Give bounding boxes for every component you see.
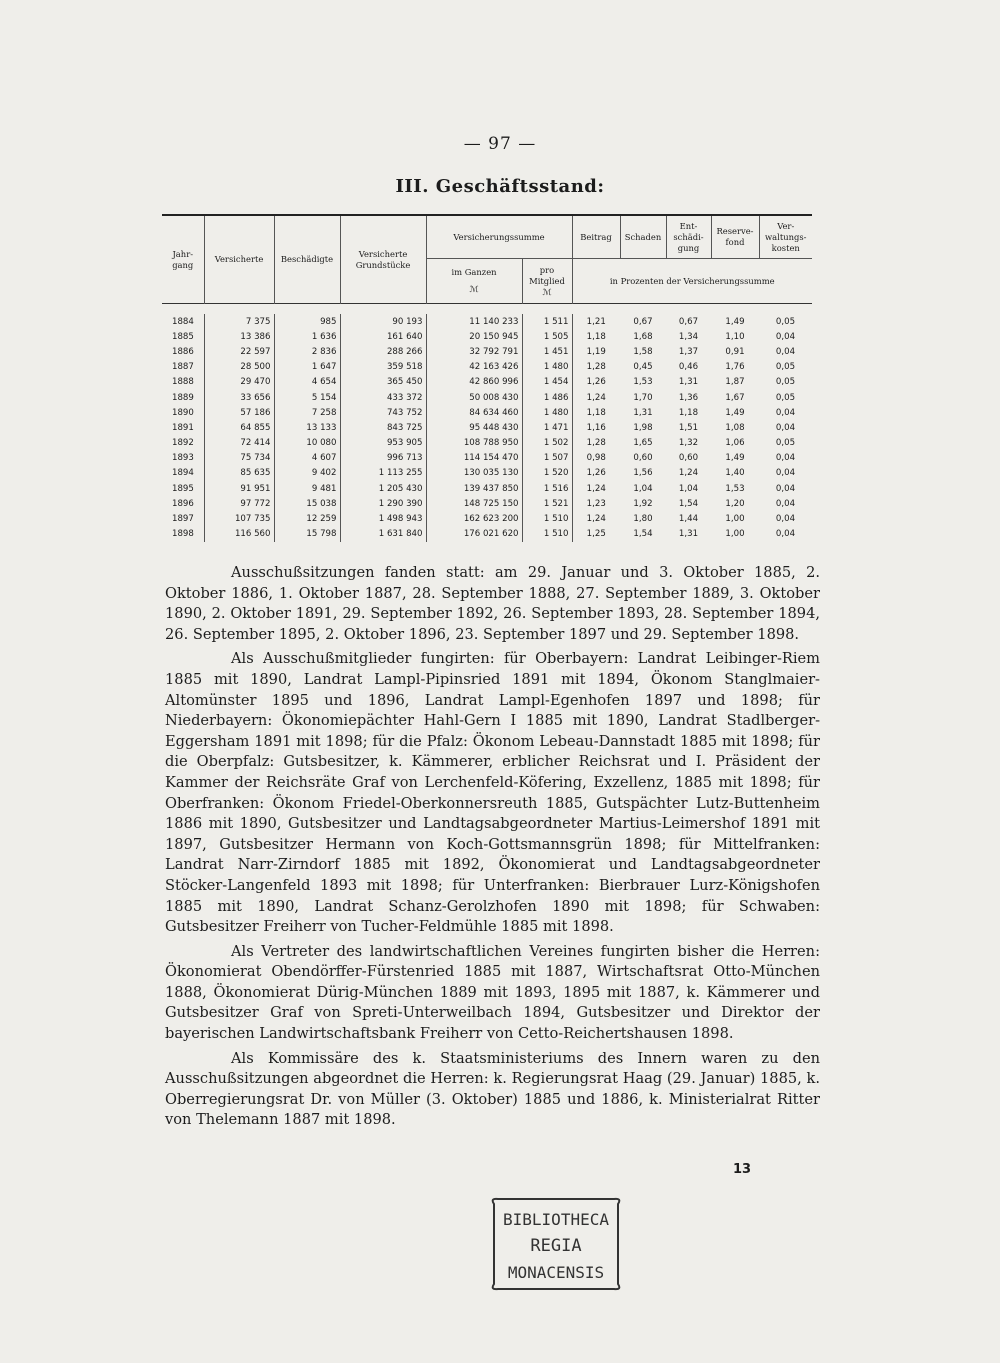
cell-beitrag: 1,26 bbox=[586, 377, 606, 388]
cell-verwaltungskosten: 0,05 bbox=[775, 377, 796, 388]
header-beschaedigte: Beschädigte bbox=[274, 215, 340, 304]
page-number: — 97 — bbox=[463, 134, 537, 154]
cell-beschaedigte: 9 481 bbox=[274, 481, 340, 496]
cell-summe-mitglied: 1 520 bbox=[522, 466, 572, 481]
cell-entschaedigung: 0,67 bbox=[678, 316, 699, 327]
cell-summe-ganzen: 42 860 996 bbox=[426, 375, 522, 390]
table-row bbox=[162, 451, 812, 466]
cell-year: 1895 bbox=[162, 481, 204, 496]
cell-reservefond: 1,67 bbox=[725, 392, 745, 403]
cell-summe-mitglied: 1 505 bbox=[522, 329, 572, 344]
cell-verwaltungskosten: 0,04 bbox=[775, 498, 796, 509]
statistics-table-container bbox=[162, 214, 812, 542]
table-row bbox=[162, 360, 812, 375]
table-row bbox=[162, 466, 812, 481]
table-row bbox=[162, 420, 812, 435]
cell-reservefond: 1,00 bbox=[725, 529, 745, 540]
cell-beitrag: 1,23 bbox=[586, 498, 606, 509]
cell-verwaltungskosten: 0,05 bbox=[775, 316, 796, 327]
cell-grundstuecke: 433 372 bbox=[340, 390, 426, 405]
cell-entschaedigung: 1,32 bbox=[678, 438, 699, 449]
table-row bbox=[162, 344, 812, 359]
cell-verwaltungskosten: 0,04 bbox=[775, 468, 796, 479]
cell-verwaltungskosten: 0,05 bbox=[775, 392, 796, 403]
cell-summe-ganzen: 11 140 233 bbox=[426, 314, 522, 329]
cell-beitrag: 1,28 bbox=[586, 362, 606, 373]
header-prozente: in Prozenten der Versicherungssumme bbox=[609, 275, 775, 286]
cell-schaden: 1,04 bbox=[633, 483, 653, 494]
cell-year: 1887 bbox=[162, 360, 204, 375]
header-pro-mitglied bbox=[522, 259, 572, 304]
header-entschaedigung: Ent-schädi-gung bbox=[666, 215, 711, 259]
table-row bbox=[162, 314, 812, 329]
cell-beitrag: 1,26 bbox=[586, 468, 606, 479]
cell-beitrag: 1,24 bbox=[586, 392, 606, 403]
cell-beschaedigte: 15 798 bbox=[274, 527, 340, 542]
cell-summe-mitglied: 1 480 bbox=[522, 405, 572, 420]
statistics-table bbox=[162, 214, 812, 542]
stamp-line-2: REGIA bbox=[530, 1236, 582, 1256]
cell-summe-mitglied: 1 454 bbox=[522, 375, 572, 390]
cell-entschaedigung: 1,24 bbox=[678, 468, 699, 479]
cell-entschaedigung: 1,31 bbox=[678, 377, 699, 388]
table-row bbox=[162, 527, 812, 542]
cell-entschaedigung: 1,34 bbox=[678, 331, 699, 342]
cell-verwaltungskosten: 0,05 bbox=[775, 438, 796, 449]
cell-grundstuecke: 1 498 943 bbox=[340, 511, 426, 526]
cell-summe-mitglied: 1 486 bbox=[522, 390, 572, 405]
cell-beitrag: 0,98 bbox=[586, 453, 606, 464]
cell-grundstuecke: 743 752 bbox=[340, 405, 426, 420]
table-spacer-row bbox=[162, 304, 812, 315]
cell-summe-mitglied: 1 507 bbox=[522, 451, 572, 466]
cell-grundstuecke: 1 205 430 bbox=[340, 481, 426, 496]
header-versicherte: Versicherte bbox=[204, 215, 274, 304]
cell-year: 1898 bbox=[162, 527, 204, 542]
cell-entschaedigung: 1,44 bbox=[678, 514, 699, 525]
cell-beschaedigte: 4 654 bbox=[274, 375, 340, 390]
cell-schaden: 1,98 bbox=[633, 422, 653, 433]
library-stamp bbox=[488, 1196, 624, 1292]
cell-summe-mitglied: 1 480 bbox=[522, 360, 572, 375]
paragraph-ausschussmitglieder: Als Ausschußmitglieder fungirten: für Oberbayern: Landrat Leibinger-Riem 1885 mit 1890, Landrat Lampl-Pipinsried 1891 mit 1894, Ökonom Stanglmaier-Altomünster 1895 und 1896, Landrat Lampl-Egenhofen 1897 und 1898; für Niederbayern: Ökonomiepächter Hahl-Gern I 1885 mit 1890, Landrat Stadlberger-Eggersham 1891 mit 1898; für die Pfalz: Ökonom Lebeau-Dannstadt 1885 mit 1898; für die Oberpfalz: Gutsbesitzer, k. Kämmerer, erblicher Reichsrat und I. Präsident der Kammer der Reichsräte Graf von Lerchenfeld-Köfering, Exzellenz, 1885 mit 1898; für Oberfranken: Ökonom Friedel-Oberkonnersreuth 1885, Gutspächter Lutz-Buttenheim 1886 mit 1890, Gutsbesitzer und Landtagsabgeordneter Martius-Leimershof 1891 mit 1897, Gutsbesitzer Hermann von Koch-Gottsmannsgrün 1898; für Mittelfranken: Landrat Narr-Zirndorf 1885 mit 1892, Ökonomierat und Landtagsabgeordneter Stöcker-Langenfeld 1893 mit 1898; für Unterfranken: Bierbrauer Lurz-Königshofen 1885 mit 1890, Landrat Schanz-Gerolzhofen 1890 mit 1898; für Schwaben: Gutsbesitzer Freiherr von Tucher-Feldmühle 1885 mit 1898. bbox=[165, 650, 820, 936]
cell-summe-mitglied: 1 521 bbox=[522, 496, 572, 511]
cell-beschaedigte: 1 636 bbox=[274, 329, 340, 344]
cell-summe-mitglied: 1 511 bbox=[522, 314, 572, 329]
cell-verwaltungskosten: 0,04 bbox=[775, 407, 796, 418]
cell-beitrag: 1,24 bbox=[586, 483, 606, 494]
sheet-number: 13 bbox=[733, 1162, 752, 1177]
cell-year: 1891 bbox=[162, 420, 204, 435]
cell-versicherte: 75 734 bbox=[204, 451, 274, 466]
cell-entschaedigung: 0,46 bbox=[678, 362, 699, 373]
table-row bbox=[162, 496, 812, 511]
stamp-line-1: BIBLIOTHECA bbox=[503, 1210, 609, 1229]
cell-beschaedigte: 1 647 bbox=[274, 360, 340, 375]
paragraph-kommissaere: Als Kommissäre des k. Staatsministeriums des Innern waren zu den Ausschußsitzungen abgeordnet die Herren: k. Regierungsrat Haag (29. Januar) 1885, k. Oberregierungsrat Dr. von Müller (3. Oktober) 1885 und 1886, k. Ministerialrat Ritter von Thelemann 1887 mit 1898. bbox=[165, 1049, 820, 1129]
cell-summe-ganzen: 32 792 791 bbox=[426, 344, 522, 359]
cell-beitrag: 1,19 bbox=[586, 346, 606, 357]
cell-versicherte: 72 414 bbox=[204, 436, 274, 451]
cell-year: 1897 bbox=[162, 511, 204, 526]
header-reservefond: Reserve-fond bbox=[711, 215, 759, 259]
cell-year: 1892 bbox=[162, 436, 204, 451]
cell-year: 1888 bbox=[162, 375, 204, 390]
cell-beitrag: 1,28 bbox=[586, 438, 606, 449]
cell-schaden: 1,53 bbox=[633, 377, 653, 388]
cell-reservefond: 1,20 bbox=[725, 498, 745, 509]
cell-verwaltungskosten: 0,05 bbox=[775, 362, 796, 373]
cell-beitrag: 1,25 bbox=[586, 529, 606, 540]
cell-schaden: 1,80 bbox=[633, 514, 653, 525]
header-versicherungssumme: Versicherungssumme bbox=[426, 215, 572, 259]
cell-beschaedigte: 12 259 bbox=[274, 511, 340, 526]
cell-year: 1896 bbox=[162, 496, 204, 511]
cell-summe-mitglied: 1 451 bbox=[522, 344, 572, 359]
cell-beschaedigte: 10 080 bbox=[274, 436, 340, 451]
cell-beitrag: 1,24 bbox=[586, 514, 606, 525]
table-row bbox=[162, 329, 812, 344]
cell-versicherte: 97 772 bbox=[204, 496, 274, 511]
header-grundstuecke: Versicherte Grundstücke bbox=[340, 215, 426, 304]
cell-summe-ganzen: 148 725 150 bbox=[426, 496, 522, 511]
cell-reservefond: 1,00 bbox=[725, 514, 745, 525]
cell-schaden: 0,60 bbox=[633, 453, 653, 464]
cell-grundstuecke: 365 450 bbox=[340, 375, 426, 390]
cell-summe-ganzen: 20 150 945 bbox=[426, 329, 522, 344]
library-stamp-graphic bbox=[488, 1196, 624, 1292]
table-header bbox=[162, 215, 812, 304]
cell-grundstuecke: 1 631 840 bbox=[340, 527, 426, 542]
cell-schaden: 1,92 bbox=[633, 498, 653, 509]
cell-versicherte: 57 186 bbox=[204, 405, 274, 420]
cell-entschaedigung: 1,31 bbox=[678, 529, 699, 540]
body-text bbox=[165, 563, 820, 1135]
table-row bbox=[162, 511, 812, 526]
cell-beschaedigte: 5 154 bbox=[274, 390, 340, 405]
table-row bbox=[162, 405, 812, 420]
cell-entschaedigung: 1,51 bbox=[678, 422, 699, 433]
cell-reservefond: 1,76 bbox=[725, 362, 745, 373]
cell-verwaltungskosten: 0,04 bbox=[775, 483, 796, 494]
table-row bbox=[162, 390, 812, 405]
cell-schaden: 1,31 bbox=[633, 407, 653, 418]
section-title: III. Geschäftsstand: bbox=[395, 176, 605, 197]
cell-versicherte: 13 386 bbox=[204, 329, 274, 344]
cell-beitrag: 1,18 bbox=[586, 331, 606, 342]
cell-reservefond: 1,08 bbox=[725, 422, 745, 433]
paragraph-ausschusssitzungen: Ausschußsitzungen fanden statt: am 29. Januar und 3. Oktober 1885, 2. Oktober 1886, 1. Oktober 1887, 28. September 1888, 27. September 1889, 3. Oktober 1890, 2. Oktober 1891, 29. September 1892, 26. September 1893, 28. September 1894, 26. September 1895, 2. Oktober 1896, 23. September 1897 und 29. September 1898. bbox=[165, 564, 820, 643]
cell-reservefond: 1,53 bbox=[725, 483, 745, 494]
cell-verwaltungskosten: 0,04 bbox=[775, 346, 796, 357]
cell-beschaedigte: 13 133 bbox=[274, 420, 340, 435]
cell-versicherte: 28 500 bbox=[204, 360, 274, 375]
header-pro-mitglied-unit: ℳ bbox=[542, 286, 552, 297]
cell-year: 1884 bbox=[162, 314, 204, 329]
cell-beitrag: 1,16 bbox=[586, 422, 606, 433]
cell-summe-ganzen: 114 154 470 bbox=[426, 451, 522, 466]
cell-summe-ganzen: 108 788 950 bbox=[426, 436, 522, 451]
cell-summe-ganzen: 139 437 850 bbox=[426, 481, 522, 496]
cell-verwaltungskosten: 0,04 bbox=[775, 422, 796, 433]
cell-versicherte: 116 560 bbox=[204, 527, 274, 542]
cell-year: 1886 bbox=[162, 344, 204, 359]
header-im-ganzen-label: im Ganzen bbox=[451, 267, 497, 277]
header-im-ganzen-unit: ℳ bbox=[469, 284, 479, 294]
cell-beschaedigte: 9 402 bbox=[274, 466, 340, 481]
header-beitrag: Beitrag bbox=[572, 215, 620, 259]
cell-grundstuecke: 359 518 bbox=[340, 360, 426, 375]
cell-schaden: 0,45 bbox=[633, 362, 653, 373]
header-verwaltungskosten: Ver-waltungs-kosten bbox=[759, 215, 812, 259]
cell-schaden: 0,67 bbox=[633, 316, 653, 327]
cell-reservefond: 1,06 bbox=[725, 438, 745, 449]
cell-summe-mitglied: 1 471 bbox=[522, 420, 572, 435]
cell-summe-mitglied: 1 510 bbox=[522, 527, 572, 542]
header-schaden: Schaden bbox=[620, 215, 666, 259]
cell-schaden: 1,70 bbox=[633, 392, 653, 403]
cell-versicherte: 29 470 bbox=[204, 375, 274, 390]
cell-versicherte: 64 855 bbox=[204, 420, 274, 435]
cell-entschaedigung: 1,37 bbox=[678, 346, 699, 357]
cell-grundstuecke: 90 193 bbox=[340, 314, 426, 329]
cell-schaden: 1,58 bbox=[633, 346, 653, 357]
cell-reservefond: 0,91 bbox=[725, 346, 745, 357]
cell-grundstuecke: 288 266 bbox=[340, 344, 426, 359]
cell-beschaedigte: 4 607 bbox=[274, 451, 340, 466]
cell-reservefond: 1,49 bbox=[725, 453, 745, 464]
cell-beschaedigte: 985 bbox=[274, 314, 340, 329]
cell-verwaltungskosten: 0,04 bbox=[775, 529, 796, 540]
cell-beschaedigte: 2 836 bbox=[274, 344, 340, 359]
cell-grundstuecke: 1 290 390 bbox=[340, 496, 426, 511]
cell-year: 1894 bbox=[162, 466, 204, 481]
cell-grundstuecke: 1 113 255 bbox=[340, 466, 426, 481]
cell-versicherte: 33 656 bbox=[204, 390, 274, 405]
cell-reservefond: 1,49 bbox=[725, 316, 745, 327]
cell-year: 1893 bbox=[162, 451, 204, 466]
cell-entschaedigung: 1,04 bbox=[678, 483, 699, 494]
cell-beitrag: 1,18 bbox=[586, 407, 606, 418]
cell-schaden: 1,65 bbox=[633, 438, 653, 449]
cell-summe-ganzen: 176 021 620 bbox=[426, 527, 522, 542]
header-im-ganzen bbox=[426, 259, 522, 304]
cell-entschaedigung: 1,18 bbox=[678, 407, 699, 418]
cell-beschaedigte: 15 038 bbox=[274, 496, 340, 511]
paragraph-vertreter: Als Vertreter des landwirtschaftlichen Vereines fungirten bisher die Herren: Ökonomierat Obendörffer-Fürstenried 1885 mit 1887, Wirtschaftsrat Otto-München 1888, Ökonomierat Dürig-München 1889 mit 1893, 1895 mit 1887, k. Kämmerer und Gutsbesitzer Graf von Spreti-Unterweilbach 1894, Gutsbesitzer und Direktor der bayerischen Landwirtschaftsbank Freiherr von Cetto-Reichertshausen 1898. bbox=[165, 942, 820, 1043]
cell-versicherte: 107 735 bbox=[204, 511, 274, 526]
cell-grundstuecke: 161 640 bbox=[340, 329, 426, 344]
cell-reservefond: 1,87 bbox=[725, 377, 745, 388]
cell-versicherte: 91 951 bbox=[204, 481, 274, 496]
cell-summe-ganzen: 84 634 460 bbox=[426, 405, 522, 420]
cell-schaden: 1,68 bbox=[633, 331, 653, 342]
cell-grundstuecke: 843 725 bbox=[340, 420, 426, 435]
table-row bbox=[162, 436, 812, 451]
cell-verwaltungskosten: 0,04 bbox=[775, 453, 796, 464]
cell-year: 1890 bbox=[162, 405, 204, 420]
cell-schaden: 1,56 bbox=[633, 468, 653, 479]
cell-year: 1885 bbox=[162, 329, 204, 344]
cell-entschaedigung: 0,60 bbox=[678, 453, 699, 464]
cell-summe-ganzen: 42 163 426 bbox=[426, 360, 522, 375]
cell-summe-ganzen: 162 623 200 bbox=[426, 511, 522, 526]
cell-versicherte: 22 597 bbox=[204, 344, 274, 359]
cell-versicherte: 7 375 bbox=[204, 314, 274, 329]
cell-schaden: 1,54 bbox=[633, 529, 653, 540]
table-row bbox=[162, 375, 812, 390]
cell-summe-mitglied: 1 510 bbox=[522, 511, 572, 526]
table-body bbox=[162, 304, 812, 542]
cell-summe-ganzen: 50 008 430 bbox=[426, 390, 522, 405]
stamp-line-3: MONACENSIS bbox=[507, 1263, 605, 1282]
table-row bbox=[162, 481, 812, 496]
cell-summe-mitglied: 1 502 bbox=[522, 436, 572, 451]
cell-reservefond: 1,40 bbox=[725, 468, 745, 479]
cell-reservefond: 1,10 bbox=[725, 331, 745, 342]
cell-entschaedigung: 1,54 bbox=[678, 498, 699, 509]
cell-reservefond: 1,49 bbox=[725, 407, 745, 418]
cell-grundstuecke: 996 713 bbox=[340, 451, 426, 466]
cell-summe-ganzen: 95 448 430 bbox=[426, 420, 522, 435]
cell-summe-mitglied: 1 516 bbox=[522, 481, 572, 496]
cell-versicherte: 85 635 bbox=[204, 466, 274, 481]
header-jahrgang: Jahr-gang bbox=[162, 215, 204, 304]
header-pro-mitglied-label: pro Mitglied bbox=[529, 264, 565, 286]
cell-entschaedigung: 1,36 bbox=[678, 392, 699, 403]
cell-beitrag: 1,21 bbox=[586, 316, 606, 327]
cell-verwaltungskosten: 0,04 bbox=[775, 514, 796, 525]
cell-year: 1889 bbox=[162, 390, 204, 405]
cell-beschaedigte: 7 258 bbox=[274, 405, 340, 420]
cell-verwaltungskosten: 0,04 bbox=[775, 331, 796, 342]
cell-summe-ganzen: 130 035 130 bbox=[426, 466, 522, 481]
cell-grundstuecke: 953 905 bbox=[340, 436, 426, 451]
